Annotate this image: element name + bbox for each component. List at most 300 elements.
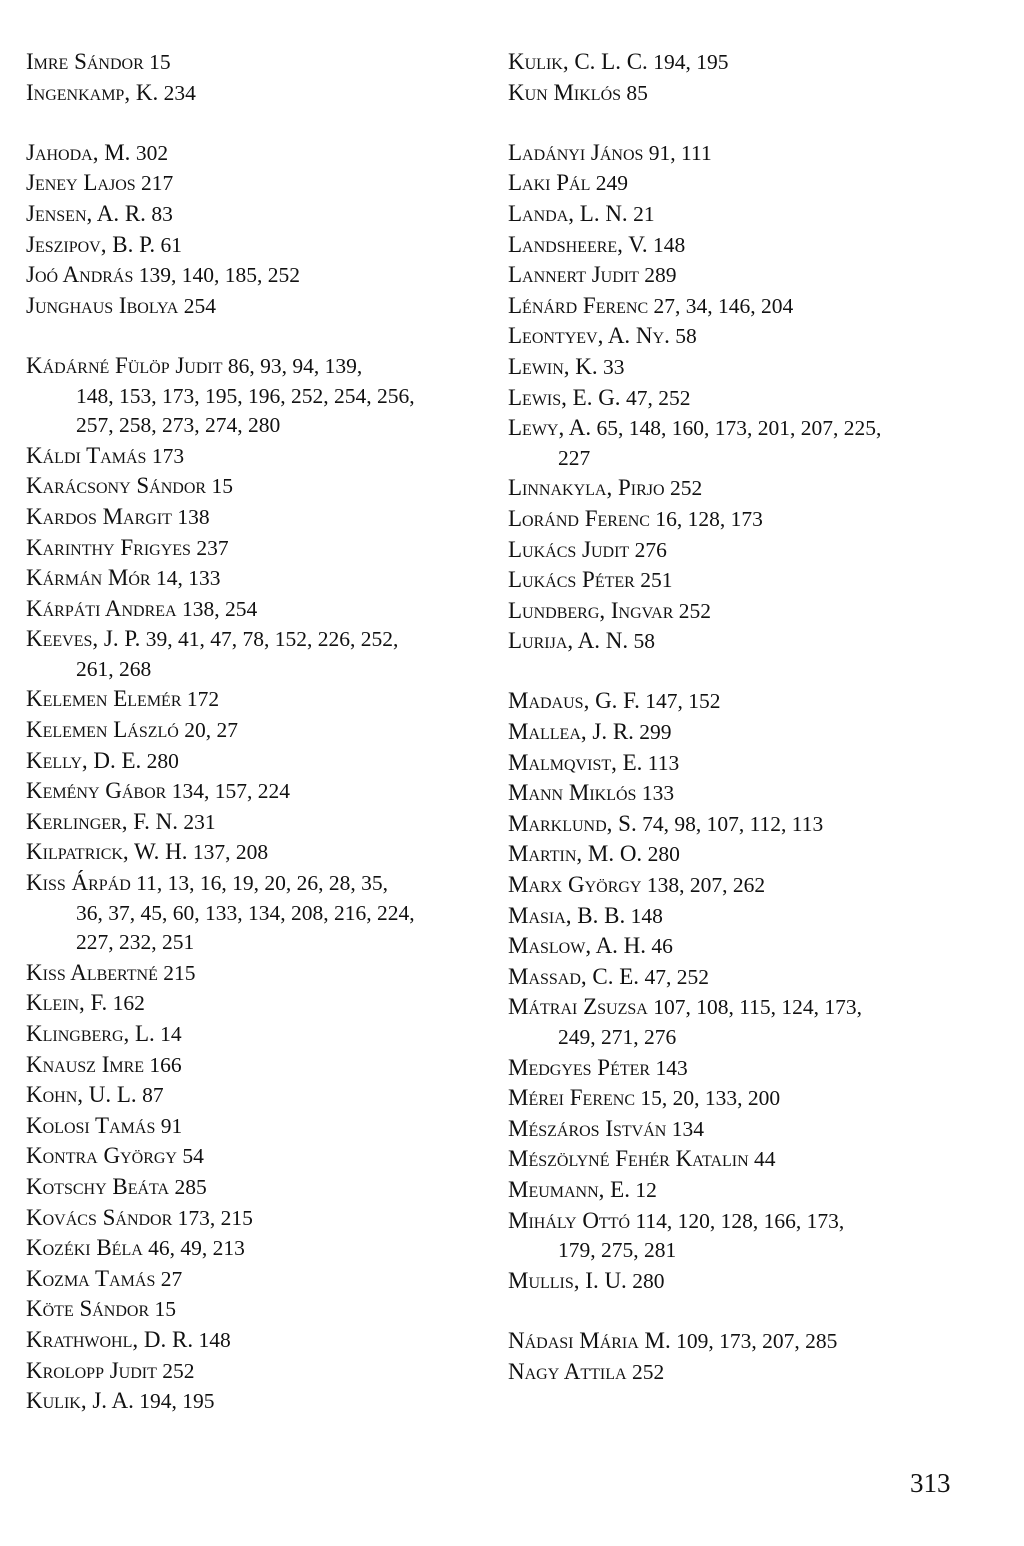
entry-first-line (508, 473, 978, 504)
entry-first-line (26, 1141, 476, 1172)
entry-name: Kilpatrick, W. H. (26, 839, 188, 865)
entry-first-line (508, 1266, 978, 1297)
entry-first-line (26, 624, 476, 655)
entry-pages: 138 (177, 504, 210, 529)
entry-pages: 134 (671, 1116, 704, 1141)
entry-first-line (26, 291, 476, 322)
entry-name: Lurija, A. N. (508, 628, 629, 654)
index-entry (508, 626, 978, 657)
entry-pages: 138, 254 (181, 596, 258, 621)
entry-first-line (508, 870, 978, 901)
entry-pages: 58 (675, 324, 697, 349)
index-entry (26, 1080, 476, 1111)
index-entry (26, 1050, 476, 1081)
entry-name: Kulik, J. A. (26, 1388, 134, 1414)
entry-first-line (508, 962, 978, 993)
entry-pages: 47, 252 (625, 385, 691, 410)
index-entry (26, 684, 476, 715)
entry-first-line (508, 504, 978, 535)
index-entry (26, 1019, 476, 1050)
entry-continuation-line (533, 1236, 978, 1266)
entry-name: Nagy Attila (508, 1358, 627, 1384)
entry-pages: 147, 152 (645, 689, 721, 714)
entry-first-line (26, 837, 476, 868)
index-entry (508, 78, 978, 109)
entry-first-line (508, 1326, 978, 1357)
index-entry (26, 441, 476, 472)
entry-name: Kárpáti Andrea (26, 595, 177, 621)
entry-first-line (26, 594, 476, 625)
index-entry (508, 138, 978, 169)
entry-pages: 21 (633, 201, 655, 226)
index-entry (508, 199, 978, 230)
entry-pages: 61 (160, 232, 182, 257)
index-entry (26, 746, 476, 777)
entry-pages: 252 (631, 1359, 665, 1384)
entry-first-line (508, 1206, 978, 1237)
entry-name: Mérei Ferenc (508, 1085, 635, 1111)
entry-name: Marx György (508, 872, 642, 898)
entry-name: Kármán Mór (26, 565, 151, 591)
entry-first-line (26, 502, 476, 533)
index-entry (508, 1326, 978, 1357)
entry-name: Lewis, E. G. (508, 384, 621, 410)
letter-group-gap (508, 108, 978, 138)
index-entry (26, 868, 476, 958)
entry-first-line (26, 441, 476, 472)
entry-pages: 166 (149, 1052, 182, 1077)
entry-name: Krolopp Judit (26, 1357, 157, 1383)
entry-name: Medgyes Péter (508, 1054, 651, 1080)
entry-name: Lewy, A. (508, 415, 592, 441)
entry-first-line (26, 746, 476, 777)
entry-pages: 86, 93, 94, 139, (227, 353, 363, 378)
entry-name: Imre Sándor (26, 49, 144, 74)
entry-first-line (508, 992, 978, 1023)
entry-first-line (508, 686, 978, 717)
entry-continuation-line (533, 444, 978, 474)
entry-first-line (508, 778, 978, 809)
entry-name: Kelly, D. E. (26, 747, 142, 773)
entry-first-line (26, 168, 476, 199)
entry-first-line (26, 78, 476, 109)
entry-first-line (508, 1175, 978, 1206)
entry-continuation-line (51, 382, 476, 412)
entry-first-line (508, 260, 978, 291)
entry-first-line (26, 1111, 476, 1142)
entry-name: Maslow, A. H. (508, 933, 647, 959)
entry-first-line (508, 78, 978, 109)
entry-first-line (26, 1172, 476, 1203)
entry-first-line (26, 776, 476, 807)
entry-first-line (508, 138, 978, 169)
entry-name: Kiss Albertné (26, 959, 158, 985)
entry-name: Kardos Margit (26, 503, 172, 529)
index-entry (508, 260, 978, 291)
entry-pages: 11, 13, 16, 19, 20, 26, 28, 35, (136, 871, 388, 896)
entry-pages: 280 (146, 748, 179, 773)
entry-first-line (508, 535, 978, 566)
entry-first-line (508, 413, 978, 444)
entry-name: Nádasi Mária M. (508, 1327, 671, 1353)
entry-first-line (26, 471, 476, 502)
entry-pages: 133 (641, 781, 675, 806)
index-entry (26, 563, 476, 594)
entry-name: Klein, F. (26, 990, 108, 1016)
entry-pages: 215 (163, 960, 196, 985)
entry-name: Kovács Sándor (26, 1204, 173, 1230)
index-entry (26, 351, 476, 441)
entry-name: Loránd Ferenc (508, 505, 650, 531)
index-entry (26, 988, 476, 1019)
index-entry (508, 717, 978, 748)
entry-pages: 39, 41, 47, 78, 152, 226, 252, (145, 627, 399, 652)
index-entry (26, 1325, 476, 1356)
letter-group-gap (26, 321, 476, 351)
index-entry (508, 473, 978, 504)
entry-first-line (26, 260, 476, 291)
entry-pages: 254 (183, 293, 216, 318)
entry-name: Lewin, K. (508, 353, 598, 379)
index-entry (26, 1356, 476, 1387)
entry-first-line (508, 1144, 978, 1175)
index-entry (508, 748, 978, 779)
index-column-right (508, 47, 978, 1387)
entry-pages: 87 (142, 1083, 164, 1108)
entry-continuation-line (51, 655, 476, 685)
entry-first-line (508, 596, 978, 627)
entry-pages: 280 (647, 842, 680, 867)
index-entry (26, 837, 476, 868)
entry-name: Mihály Ottó (508, 1207, 631, 1233)
entry-pages: 148, 153, 173, 195, 196, 252, 254, 256, (76, 383, 415, 408)
index-entry (26, 807, 476, 838)
entry-first-line (26, 563, 476, 594)
index-entry (26, 471, 476, 502)
entry-first-line (508, 352, 978, 383)
entry-pages: 47, 252 (644, 964, 709, 989)
entry-first-line (26, 715, 476, 746)
entry-name: Leontyev, A. Ny. (508, 323, 670, 349)
index-entry (508, 686, 978, 717)
entry-pages: 20, 27 (184, 718, 238, 743)
index-entry (508, 383, 978, 414)
index-entry (26, 291, 476, 322)
entry-first-line (508, 291, 978, 322)
entry-first-line (26, 1233, 476, 1264)
entry-pages: 194, 195 (139, 1389, 215, 1414)
index-entry (508, 1266, 978, 1297)
index-entry (508, 870, 978, 901)
index-entry (26, 1172, 476, 1203)
index-entry (508, 565, 978, 596)
entry-pages: 148 (198, 1327, 231, 1352)
entry-first-line (508, 1357, 978, 1388)
entry-pages: 299 (639, 720, 672, 745)
entry-pages: 15 (211, 474, 233, 499)
entry-first-line (26, 1080, 476, 1111)
entry-first-line (26, 1386, 476, 1417)
index-entry (508, 778, 978, 809)
index-entry (508, 413, 978, 473)
entry-pages: 15 (154, 1297, 177, 1322)
entry-first-line (26, 533, 476, 564)
entry-name: Kulik, C. L. C. (508, 49, 648, 74)
index-entry (508, 535, 978, 566)
entry-first-line (26, 1019, 476, 1050)
entry-first-line (26, 684, 476, 715)
entry-continuation-line (51, 411, 476, 441)
entry-first-line (26, 807, 476, 838)
entry-pages: 172 (186, 687, 220, 712)
entry-name: Kerlinger, F. N. (26, 808, 179, 834)
index-entry (508, 992, 978, 1052)
entry-pages: 249 (595, 171, 628, 196)
index-entry (508, 1083, 978, 1114)
entry-first-line (26, 351, 476, 382)
entry-first-line (508, 565, 978, 596)
entry-pages: 249, 271, 276 (558, 1025, 677, 1049)
entry-first-line (508, 626, 978, 657)
index-entry (26, 1386, 476, 1417)
entry-name: Köte Sándor (26, 1296, 150, 1322)
entry-name: Masia, B. B. (508, 902, 626, 928)
entry-name: Meumann, E. (508, 1176, 630, 1202)
entry-pages: 44 (754, 1147, 776, 1172)
entry-name: Lukács Judit (508, 536, 630, 562)
entry-name: Junghaus Ibolya (26, 292, 179, 318)
entry-pages: 148 (630, 903, 663, 928)
entry-pages: 227, 232, 251 (76, 930, 195, 955)
index-entry (26, 715, 476, 746)
index-entry (26, 533, 476, 564)
entry-first-line (508, 321, 978, 352)
entry-pages: 46, 49, 213 (148, 1236, 245, 1261)
entry-pages: 12 (635, 1177, 657, 1202)
entry-pages: 46 (651, 934, 673, 959)
index-entry (508, 47, 978, 78)
index-entry (26, 260, 476, 291)
entry-pages: 27, 34, 146, 204 (653, 293, 794, 318)
entry-name: Massad, C. E. (508, 963, 640, 989)
entry-name: Mallea, J. R. (508, 719, 634, 745)
entry-first-line (508, 199, 978, 230)
entry-name: Jensen, A. R. (26, 200, 146, 226)
entry-name: Kun Miklós (508, 79, 622, 105)
entry-pages: 15, 20, 133, 200 (640, 1086, 781, 1111)
entry-pages: 139, 140, 185, 252 (138, 263, 301, 288)
entry-pages: 109, 173, 207, 285 (676, 1328, 838, 1353)
entry-name: Mann Miklós (508, 780, 637, 806)
entry-first-line (26, 1050, 476, 1081)
index-entry (508, 291, 978, 322)
index-entry (508, 1175, 978, 1206)
entry-name: Mészáros István (508, 1115, 667, 1141)
index-entry (508, 931, 978, 962)
entry-pages: 302 (135, 140, 169, 165)
entry-pages: 58 (633, 629, 655, 654)
entry-pages: 252 (162, 1358, 195, 1383)
entry-pages: 261, 268 (76, 656, 152, 681)
entry-pages: 27 (160, 1266, 183, 1291)
entry-name: Káldi Tamás (26, 442, 147, 468)
entry-first-line (508, 1083, 978, 1114)
entry-pages: 162 (112, 991, 145, 1016)
entry-name: Karácsony Sándor (26, 473, 207, 499)
entry-pages: 227 (558, 445, 591, 470)
entry-pages: 14 (160, 1022, 182, 1046)
entry-pages: 173 (151, 443, 185, 468)
entry-pages: 113 (647, 750, 680, 775)
entry-name: Madaus, G. F. (508, 688, 640, 714)
letter-group-gap (508, 1296, 978, 1326)
entry-first-line (26, 138, 476, 169)
entry-pages: 217 (141, 171, 174, 196)
entry-first-line (508, 717, 978, 748)
entry-pages: 33 (603, 354, 625, 379)
entry-name: Knausz Imre (26, 1051, 145, 1077)
entry-name: Karinthy Frigyes (26, 534, 191, 560)
entry-pages: 285 (174, 1174, 207, 1199)
index-entry (26, 47, 476, 78)
entry-name: Kotschy Beáta (26, 1173, 170, 1199)
index-entry (26, 776, 476, 807)
entry-first-line (508, 901, 978, 932)
entry-first-line (26, 958, 476, 989)
entry-name: Kozéki Béla (26, 1235, 143, 1261)
entry-pages: 257, 258, 273, 274, 280 (76, 413, 281, 438)
entry-first-line (26, 199, 476, 230)
entry-name: Landa, L. N. (508, 200, 628, 226)
entry-continuation-line (51, 899, 476, 929)
entry-name: Kelemen László (26, 717, 179, 743)
entry-name: Klingberg, L. (26, 1021, 155, 1046)
entry-name: Lannert Judit (508, 262, 639, 288)
entry-pages: 83 (151, 201, 173, 226)
index-entry (508, 596, 978, 627)
index-entry (26, 199, 476, 230)
entry-pages: 276 (634, 537, 667, 562)
entry-pages: 179, 275, 281 (558, 1238, 677, 1263)
index-entry (26, 1141, 476, 1172)
entry-name: Jahoda, M. (26, 139, 131, 165)
entry-first-line (508, 47, 978, 78)
entry-name: Laki Pál (508, 170, 591, 196)
entry-pages: 54 (182, 1144, 204, 1169)
entry-name: Marklund, S. (508, 810, 637, 836)
entry-name: Landsheere, V. (508, 231, 648, 257)
entry-first-line (508, 931, 978, 962)
entry-first-line (26, 230, 476, 261)
entry-first-line (508, 1114, 978, 1145)
entry-pages: 252 (669, 476, 703, 501)
index-entry (508, 1053, 978, 1084)
entry-first-line (508, 839, 978, 870)
entry-name: Mészölyné Fehér Katalin (508, 1146, 749, 1172)
entry-pages: 237 (196, 535, 229, 560)
entry-name: Kádárné Fülöp Judit (26, 352, 223, 378)
entry-name: Lundberg, Ingvar (508, 597, 674, 623)
entry-pages: 65, 148, 160, 173, 201, 207, 225, (596, 416, 882, 441)
entry-continuation-line (51, 928, 476, 958)
entry-pages: 173, 215 (177, 1205, 253, 1230)
entry-name: Ingenkamp, K. (26, 79, 159, 105)
index-entry (26, 168, 476, 199)
entry-first-line (508, 748, 978, 779)
entry-name: Martin, M. O. (508, 841, 643, 867)
index-entry (26, 1203, 476, 1234)
index-entry (508, 962, 978, 993)
index-entry (26, 138, 476, 169)
entry-name: Jeney Lajos (26, 170, 136, 196)
index-column-left (26, 47, 476, 1417)
index-entry (508, 809, 978, 840)
entry-name: Kiss Árpád (26, 870, 131, 896)
entry-name: Kelemen Elemér (26, 686, 182, 712)
entry-pages: 91, 111 (648, 140, 712, 165)
entry-name: Joó András (26, 262, 134, 288)
entry-continuation-line (533, 1023, 978, 1053)
entry-name: Ladányi János (508, 139, 644, 165)
entry-name: Kontra György (26, 1143, 177, 1169)
entry-name: Malmqvist, E. (508, 749, 643, 775)
entry-name: Keeves, J. P. (26, 626, 141, 652)
entry-name: Linnakyla, Pirjo (508, 475, 665, 501)
entry-pages: 134, 157, 224 (171, 779, 290, 804)
entry-pages: 91 (160, 1113, 183, 1138)
entry-first-line (508, 383, 978, 414)
index-entry (508, 352, 978, 383)
entry-pages: 138, 207, 262 (646, 873, 766, 898)
entry-pages: 15 (149, 50, 171, 74)
entry-first-line (26, 868, 476, 899)
index-entry (26, 230, 476, 261)
entry-pages: 252 (678, 598, 711, 623)
entry-pages: 74, 98, 107, 112, 113 (642, 811, 824, 836)
entry-first-line (26, 988, 476, 1019)
letter-group-gap (26, 108, 476, 138)
index-entry (508, 1357, 978, 1388)
entry-first-line (26, 1294, 476, 1325)
entry-name: Mullis, I. U. (508, 1267, 627, 1293)
entry-first-line (508, 809, 978, 840)
entry-pages: 16, 128, 173 (655, 506, 763, 531)
index-entry (26, 1264, 476, 1295)
entry-pages: 280 (632, 1268, 665, 1293)
entry-name: Jeszipov, B. P. (26, 231, 156, 257)
index-entry (26, 78, 476, 109)
index-entry (26, 1111, 476, 1142)
entry-pages: 36, 37, 45, 60, 133, 134, 208, 216, 224, (76, 900, 415, 925)
entry-first-line (508, 1053, 978, 1084)
index-entry (508, 1114, 978, 1145)
entry-name: Lukács Péter (508, 567, 635, 593)
entry-first-line (508, 230, 978, 261)
index-entry (508, 504, 978, 535)
entry-pages: 107, 108, 115, 124, 173, (653, 995, 863, 1020)
entry-first-line (26, 47, 476, 78)
entry-pages: 137, 208 (192, 840, 269, 865)
entry-name: Kohn, U. L. (26, 1082, 137, 1108)
index-entry (26, 594, 476, 625)
entry-name: Krathwohl, D. R. (26, 1326, 194, 1352)
entry-pages: 251 (640, 568, 673, 593)
entry-name: Kemény Gábor (26, 778, 167, 804)
entry-pages: 85 (626, 80, 648, 105)
entry-first-line (508, 168, 978, 199)
entry-pages: 14, 133 (155, 566, 221, 591)
entry-name: Lénárd Ferenc (508, 292, 649, 318)
